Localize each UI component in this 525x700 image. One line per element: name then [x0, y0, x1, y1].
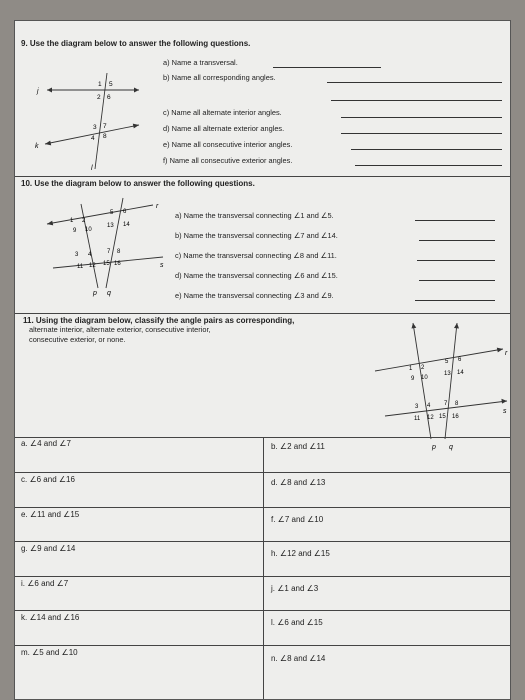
- pair-e: e. ∠11 and ∠15: [21, 510, 80, 519]
- pair-b: b. ∠2 and ∠11: [271, 442, 325, 451]
- q10-answer-d[interactable]: [419, 280, 495, 281]
- table-rule: [263, 437, 264, 699]
- q9-angle: 4: [91, 135, 95, 142]
- divider: [15, 176, 510, 177]
- q10-angle: 13: [107, 223, 114, 229]
- q10-angle: 3: [75, 252, 79, 258]
- q11-angle: 6: [458, 357, 462, 363]
- q9-angle: 3: [93, 124, 97, 131]
- q9-answer-d[interactable]: [341, 133, 502, 134]
- q10-header: 10. Use the diagram below to answer the following questions.: [21, 179, 255, 188]
- divider: [15, 313, 510, 314]
- q10-angle: 2: [82, 218, 86, 224]
- q9-item-a: a) Name a transversal.: [163, 58, 238, 67]
- q10-angle: 6: [123, 209, 127, 215]
- q10-answer-b[interactable]: [419, 240, 495, 241]
- q10-angle: 1: [70, 218, 74, 224]
- q10-angle: 8: [117, 249, 121, 255]
- q9-item-c: c) Name all alternate interior angles.: [163, 108, 282, 117]
- q11-header-line2: alternate interior, alternate exterior, consecutive interior,: [29, 325, 211, 334]
- q9-answer-f[interactable]: [355, 165, 502, 166]
- q9-angle: 7: [103, 123, 107, 130]
- q10-angle: 11: [77, 264, 84, 270]
- q11-label-q: q: [449, 444, 453, 451]
- q11-angle: 7: [444, 401, 448, 407]
- q10-angle: 16: [114, 261, 121, 267]
- q9-label-l: l: [91, 165, 93, 172]
- q9-item-b: b) Name all corresponding angles.: [163, 73, 276, 82]
- q10-label-q: q: [107, 290, 111, 297]
- q11-angle: 2: [421, 365, 425, 371]
- q11-label-r: r: [505, 350, 508, 357]
- q11-angle: 4: [427, 403, 431, 409]
- q11-label-s: s: [503, 408, 507, 415]
- q11-angle: 14: [457, 370, 464, 376]
- pair-a: a. ∠4 and ∠7: [21, 439, 71, 448]
- q11-header-line3: consecutive exterior, or none.: [29, 335, 126, 344]
- pair-j: j. ∠1 and ∠3: [271, 584, 319, 593]
- q9-item-e: e) Name all consecutive interior angles.: [163, 140, 293, 149]
- q9-angle: 8: [103, 133, 107, 140]
- q11-angle: 5: [445, 359, 449, 365]
- q11-angle: 8: [455, 401, 459, 407]
- q9-answer-e[interactable]: [351, 149, 502, 150]
- pair-l: l. ∠6 and ∠15: [271, 618, 323, 627]
- q9-item-d: d) Name all alternate exterior angles.: [163, 124, 285, 133]
- pair-i: i. ∠6 and ∠7: [21, 579, 69, 588]
- q9-angle: 2: [97, 94, 101, 101]
- q11-angle: 9: [411, 376, 415, 382]
- q9-angle: 1: [98, 81, 102, 88]
- q11-angle: 15: [439, 414, 446, 420]
- q10-label-r: r: [156, 203, 159, 210]
- q9-diagram: [35, 71, 145, 171]
- q11-angle: 12: [427, 415, 434, 421]
- q11-label-p: p: [432, 444, 436, 451]
- q11-angle: 10: [421, 375, 428, 381]
- q9-label-j: j: [37, 88, 39, 95]
- pair-k: k. ∠14 and ∠16: [21, 613, 80, 622]
- worksheet: [14, 20, 511, 700]
- pair-n: n. ∠8 and ∠14: [271, 654, 326, 663]
- q9-header: 9. Use the diagram below to answer the following questions.: [21, 39, 251, 48]
- q9-answer-b[interactable]: [327, 82, 502, 83]
- q9-answer-b2[interactable]: [331, 100, 502, 101]
- q11-diagram: [375, 321, 510, 451]
- q10-angle: 4: [88, 252, 92, 258]
- q10-angle: 9: [73, 228, 77, 234]
- q9-label-k: k: [35, 143, 39, 150]
- q9-item-f: f) Name all consecutive exterior angles.: [163, 156, 293, 165]
- q9-answer-c[interactable]: [341, 117, 502, 118]
- q10-diagram: [43, 196, 163, 296]
- q9-angle: 5: [109, 81, 113, 88]
- q11-angle: 16: [452, 414, 459, 420]
- q10-item-c: c) Name the transversal connecting ∠8 and ∠11.: [175, 251, 337, 260]
- pair-d: d. ∠8 and ∠13: [271, 478, 326, 487]
- q10-answer-c[interactable]: [417, 260, 495, 261]
- q9-answer-a[interactable]: [273, 67, 381, 68]
- q9-angle: 6: [107, 94, 111, 101]
- q10-angle: 7: [107, 249, 111, 255]
- q11-angle: 3: [415, 404, 419, 410]
- q11-angle: 13: [444, 371, 451, 377]
- q10-label-p: p: [93, 290, 97, 297]
- q10-angle: 14: [123, 222, 130, 228]
- q10-answer-e[interactable]: [415, 300, 495, 301]
- q10-angle: 12: [89, 263, 96, 269]
- pair-f: f. ∠7 and ∠10: [271, 515, 324, 524]
- q10-angle: 10: [85, 227, 92, 233]
- q10-angle: 5: [110, 210, 114, 216]
- q10-item-b: b) Name the transversal connecting ∠7 and ∠14.: [175, 231, 338, 240]
- q11-angle: 11: [414, 416, 421, 422]
- q11-header-line1: 11. Using the diagram below, classify the angle pairs as corresponding,: [23, 316, 295, 325]
- pair-c: c. ∠6 and ∠16: [21, 475, 75, 484]
- pair-h: h. ∠12 and ∠15: [271, 549, 330, 558]
- pair-m: m. ∠5 and ∠10: [21, 648, 78, 657]
- q10-label-s: s: [160, 262, 164, 269]
- q10-answer-a[interactable]: [415, 220, 495, 221]
- q10-item-e: e) Name the transversal connecting ∠3 and ∠9.: [175, 291, 334, 300]
- q10-angle: 15: [103, 261, 110, 267]
- pair-g: g. ∠9 and ∠14: [21, 544, 76, 553]
- q10-item-d: d) Name the transversal connecting ∠6 and ∠15.: [175, 271, 338, 280]
- q10-item-a: a) Name the transversal connecting ∠1 and ∠5.: [175, 211, 334, 220]
- q11-angle: 1: [409, 366, 413, 372]
